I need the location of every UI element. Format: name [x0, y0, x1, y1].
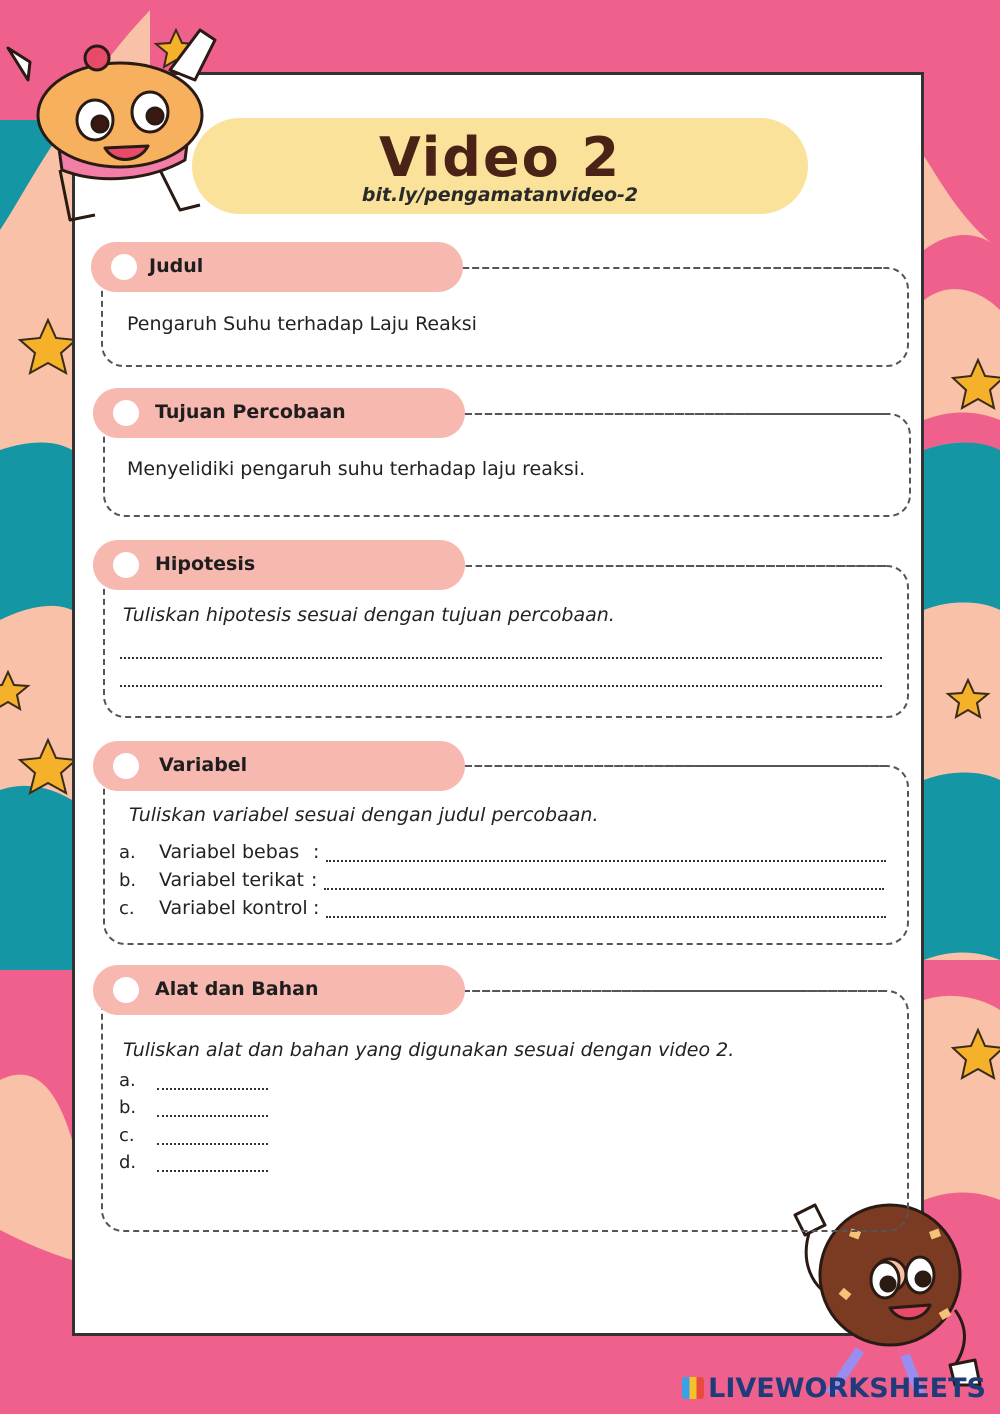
judul-content: Pengaruh Suhu terhadap Laju Reaksi	[127, 313, 477, 335]
variabel-bebas-answer-line[interactable]	[326, 860, 886, 862]
liveworksheets-logo-icon	[682, 1377, 704, 1399]
alat-item-marker: d.	[119, 1152, 137, 1173]
hipotesis-header-line	[466, 565, 886, 567]
hipotesis-header-pill	[93, 540, 465, 590]
variabel-item-sep: :	[311, 869, 318, 891]
alat-box	[101, 990, 909, 1232]
watermark-text: LIVEWORKSHEETS	[708, 1373, 986, 1404]
alat-header-line	[464, 990, 884, 992]
alat-answer-line-b[interactable]	[157, 1115, 268, 1117]
title-banner	[192, 118, 808, 214]
bullet-circle-icon	[113, 400, 139, 426]
judul-label: Judul	[149, 255, 204, 277]
bullet-circle-icon	[111, 254, 137, 280]
variabel-item-name: Variabel bebas	[159, 841, 300, 863]
variabel-terikat-answer-line[interactable]	[324, 888, 884, 890]
tujuan-header-pill	[93, 388, 465, 438]
variabel-instruction: Tuliskan variabel sesuai dengan judul percobaan.	[129, 804, 599, 826]
variabel-header-line	[466, 765, 886, 767]
tujuan-label: Tujuan Percobaan	[155, 401, 346, 423]
variabel-item-sep: :	[313, 897, 320, 919]
variabel-item-marker: b.	[119, 870, 137, 891]
variabel-kontrol-answer-line[interactable]	[326, 916, 886, 918]
variabel-header-pill	[93, 741, 465, 791]
hipotesis-answer-line-2[interactable]	[120, 685, 882, 687]
liveworksheets-watermark	[682, 1373, 986, 1404]
judul-header-line	[462, 267, 882, 269]
bullet-circle-icon	[113, 753, 139, 779]
video-link[interactable]: bit.ly/pengamatanvideo-2	[361, 184, 639, 206]
hipotesis-instruction: Tuliskan hipotesis sesuai dengan tujuan percobaan.	[123, 604, 615, 626]
alat-instruction: Tuliskan alat dan bahan yang digunakan sesuai dengan video 2.	[123, 1039, 735, 1061]
alat-answer-line-c[interactable]	[157, 1143, 268, 1145]
alat-answer-line-a[interactable]	[157, 1088, 268, 1090]
hipotesis-answer-line-1[interactable]	[120, 657, 882, 659]
variabel-item-name: Variabel kontrol	[159, 897, 308, 919]
variabel-item-sep: :	[313, 841, 320, 863]
page-title: Video 2	[378, 126, 622, 189]
variabel-label: Variabel	[159, 754, 248, 776]
judul-header-pill	[91, 242, 463, 292]
variabel-item-name: Variabel terikat	[159, 869, 304, 891]
alat-header-pill	[93, 965, 465, 1015]
variabel-item-marker: a.	[119, 842, 136, 863]
variabel-item-marker: c.	[119, 898, 135, 919]
alat-item-marker: c.	[119, 1125, 135, 1146]
bullet-circle-icon	[113, 552, 139, 578]
alat-label: Alat dan Bahan	[155, 978, 319, 1000]
alat-item-marker: b.	[119, 1097, 137, 1118]
alat-item-marker: a.	[119, 1070, 136, 1091]
bullet-circle-icon	[113, 977, 139, 1003]
hipotesis-label: Hipotesis	[155, 553, 256, 575]
alat-answer-line-d[interactable]	[157, 1170, 268, 1172]
tujuan-content: Menyelidiki pengaruh suhu terhadap laju reaksi.	[127, 458, 586, 480]
tujuan-header-line	[466, 413, 886, 415]
